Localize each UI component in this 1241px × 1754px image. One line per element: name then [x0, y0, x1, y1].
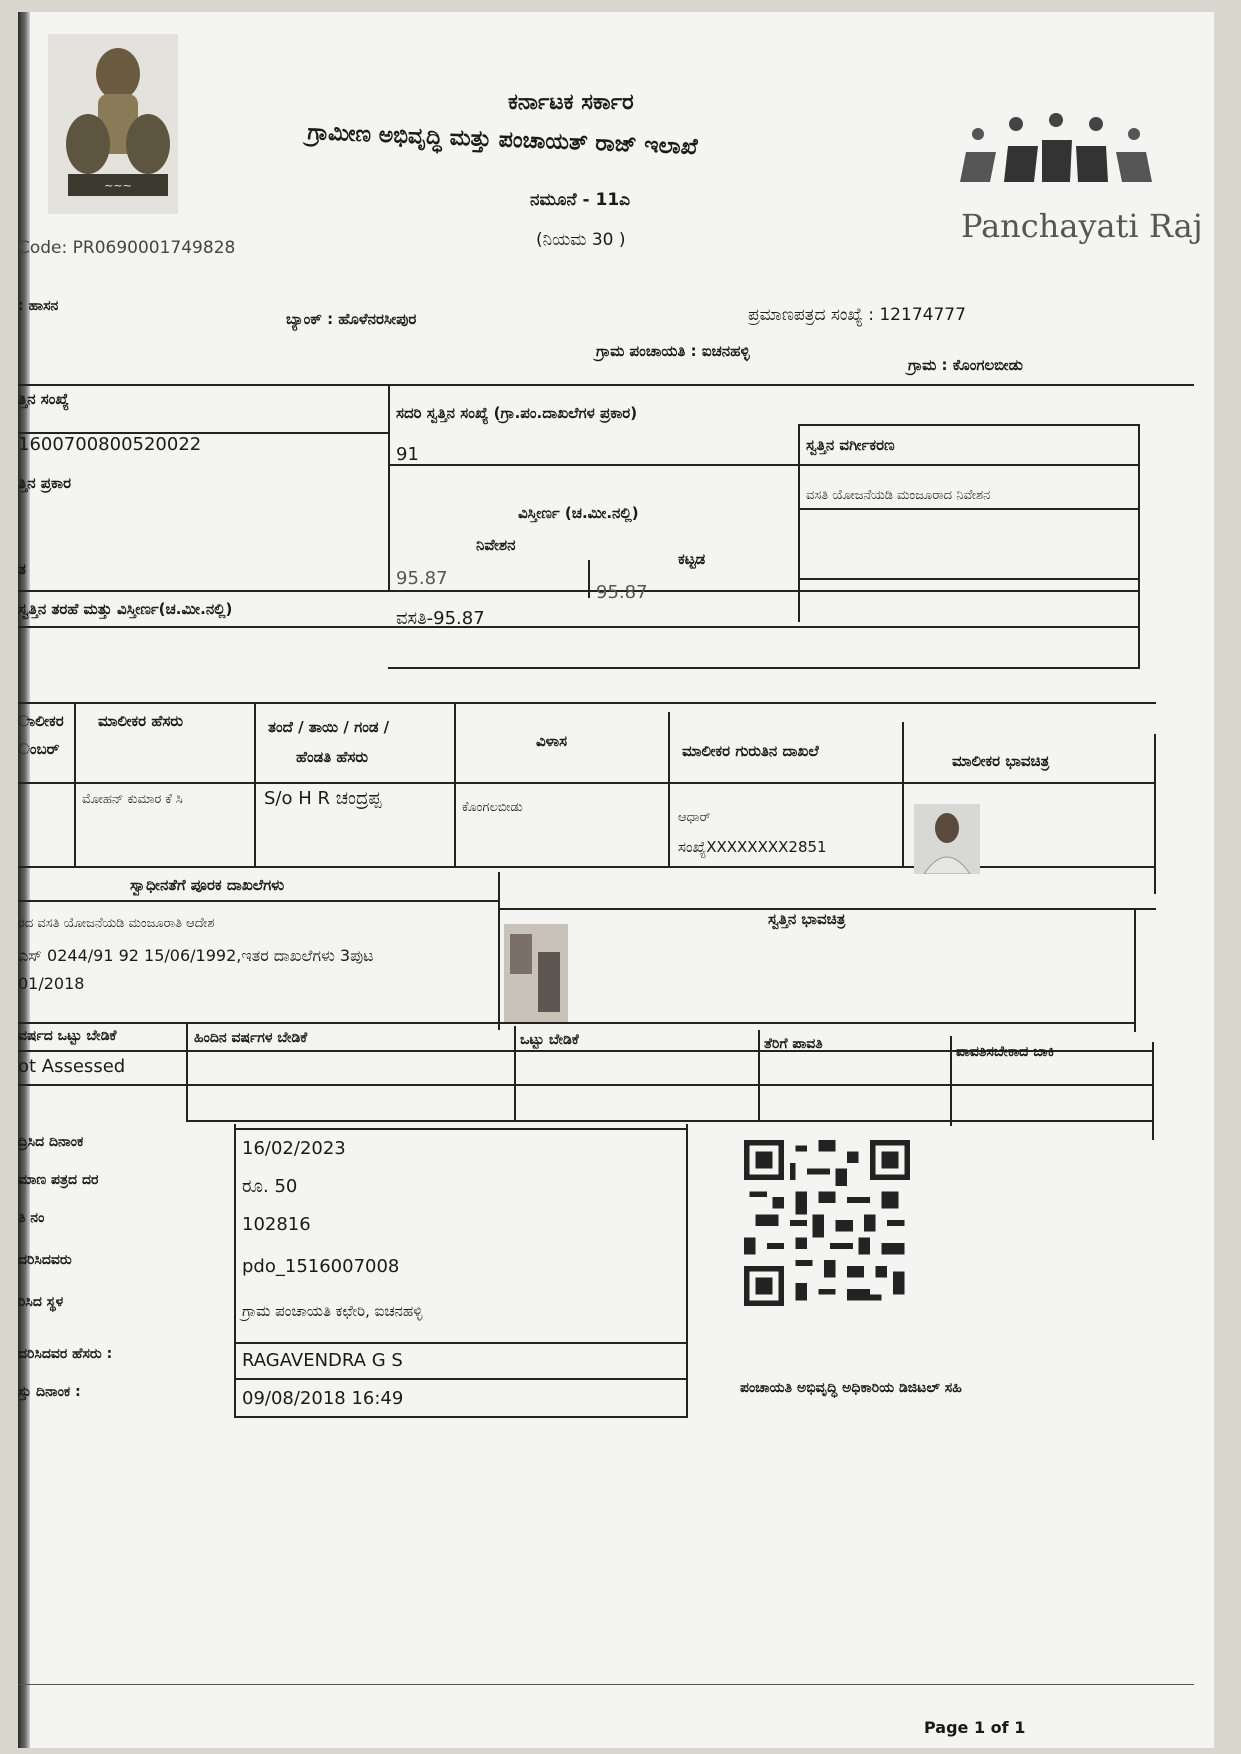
- rule-line: [950, 1036, 952, 1126]
- property-type-label: ತ್ತಿನ ಪ್ರಕಾರ: [18, 474, 72, 492]
- issue-value-receipt: 102816: [242, 1214, 311, 1235]
- rule-line: [798, 424, 1138, 426]
- usage-label: ಸ್ವತ್ತಿನ ತರಹೆ ಮತ್ತು ವಿಸ್ತೀರ್ಣ(ಚ.ಮೀ.ನಲ್ಲಿ): [18, 600, 233, 618]
- qr-code-icon: [744, 1140, 910, 1306]
- rule-line: [798, 578, 1138, 580]
- rule-line: [388, 384, 390, 592]
- issue-label-issuer: ದರಿಸಿದವರು: [18, 1252, 72, 1268]
- rule-line: [18, 702, 1156, 704]
- documents-line-3: 01/2018: [18, 974, 85, 993]
- page-shadow: [18, 12, 30, 1748]
- site-label: ನಿವೇಶನ: [476, 536, 516, 554]
- owner-parent-header-2: ಹೆಂಡತಿ ಹೆಸರು: [296, 748, 369, 766]
- rule-line: [18, 626, 1138, 628]
- rule-line: [1154, 734, 1156, 894]
- issue-label-receipt: ತಿ ನಂ: [18, 1210, 45, 1226]
- rule-line: [186, 1022, 188, 1122]
- owner-no-header: ಾಲೀಕರ: [18, 712, 64, 730]
- district-label: : ಹಾಸನ: [18, 298, 59, 314]
- rule-line: [234, 1342, 686, 1344]
- rule-line: [686, 1124, 688, 1418]
- rule-line: [388, 464, 1138, 466]
- rule-line: [798, 424, 800, 622]
- rule-line: [18, 384, 1194, 386]
- department-title: ಗ್ರಾಮೀಣ ಅಭಿವೃದ್ಧಿ ಮತ್ತು ಪಂಚಾಯತ್ ರಾಜ್ ಇಲಾಖೆ: [307, 120, 698, 160]
- issue-value-name: RAGAVENDRA G S: [242, 1350, 403, 1371]
- issue-value-place: ಗ್ರಾಮ ಪಂಚಾಯತಿ ಕಛೇರಿ, ಐಚನಹಳ್ಳಿ: [242, 1302, 423, 1320]
- issue-label-date: ದ್ರಿಸಿದ ದಿನಾಂಕ: [18, 1134, 84, 1150]
- rule-line: [388, 667, 1138, 669]
- owner-photo: [914, 804, 980, 874]
- rule-line: [514, 1026, 516, 1122]
- issue-label-datetime: ಸ್ತು ದಿನಾಂಕ :: [18, 1384, 81, 1400]
- form-number: ನಮೂನೆ - 11ಎ: [530, 190, 631, 210]
- village: ಗ್ರಾಮ : ಕೊಂಗಲಬೀಡು: [908, 356, 1023, 374]
- issue-label-fee: ಮಾಣ ಪತ್ರದ ದರ: [18, 1172, 99, 1188]
- karnataka-emblem-icon: [48, 34, 178, 214]
- rule-line: [74, 702, 76, 866]
- rule-line: [18, 1684, 1194, 1685]
- balance-header: ಪಾವತಿಸಬೇಕಾದ ಬಾಕಿ: [956, 1044, 1055, 1060]
- owner-id-header: ಮಾಲೀಕರ ಗುರುತಿನ ದಾಖಲೆ: [682, 742, 819, 760]
- bank-label: ಬ್ಯಾಂಕ್ : ಹೊಳೆನರಸೀಪುರ: [286, 310, 417, 328]
- tax-status: ot Assessed: [18, 1056, 126, 1077]
- rule-line: [234, 1378, 686, 1380]
- documents-line-2: ಎಸ್ 0244/91 92 15/06/1992,ಇತರ ದಾಖಲೆಗಳು 3ಪುಟ: [18, 946, 374, 965]
- rule-line: [1134, 908, 1136, 1032]
- rule-line: [798, 508, 1138, 510]
- rule-line: [758, 1030, 760, 1122]
- gram-panchayat: ಗ್ರಾಮ ಪಂಚಾಯತಿ : ಐಚನಹಳ್ಳಿ: [596, 342, 750, 360]
- rule-line: [454, 702, 456, 866]
- rule-number: (ನಿಯಮ 30 ): [536, 230, 626, 250]
- rule-line: [18, 1084, 1154, 1086]
- area-label: ವಿಸ್ತೀರ್ಣ (ಚ.ಮೀ.ನಲ್ಲಿ): [518, 504, 639, 522]
- usage-value: ವಸತಿ-95.87: [396, 608, 485, 629]
- owner-parent-header: ತಂದೆ / ತಾಯಿ / ಗಂಡ /: [268, 718, 390, 736]
- property-id-value: 1600700800520022: [18, 434, 202, 455]
- page-number: Page 1 of 1: [924, 1718, 1026, 1737]
- owner-id-number: ಸಂಖ್ಯೆXXXXXXXX2851: [678, 838, 827, 856]
- property-class-label: ಸ್ವತ್ತಿನ ವರ್ಗೀಕರಣ: [806, 436, 895, 454]
- row-label: ತ: [18, 560, 26, 578]
- issue-value-datetime: 09/08/2018 16:49: [242, 1388, 404, 1409]
- svg-text:~~~: ~~~: [104, 179, 132, 192]
- owner-address: ಕೊಂಗಲಬೀಡು: [462, 800, 523, 815]
- property-id-label: ತ್ತಿನ ಸಂಖ್ಯೆ: [18, 390, 69, 408]
- property-photo: [504, 924, 568, 1022]
- issue-value-fee: ರೂ. 50: [242, 1176, 298, 1197]
- prev-demand-header: ಹಿಂದಿನ ವರ್ಷಗಳ ಬೇಡಿಕೆ: [194, 1030, 308, 1046]
- property-photo-label: ಸ್ವತ್ತಿನ ಭಾವಚಿತ್ರ: [768, 910, 846, 928]
- building-area-value: 95.87: [596, 582, 648, 603]
- property-ref-label: ಸದರಿ ಸ್ವತ್ತಿನ ಸಂಖ್ಯೆ (ಗ್ರಾ.ಪಂ.ದಾಖಲೆಗಳ ಪ್ರಕಾರ): [396, 404, 638, 422]
- issue-value-issuer: pdo_1516007008: [242, 1256, 400, 1277]
- documents-line-1: ರದ ವಸತಿ ಯೋಜನೆಯಡಿ ಮಂಜೂರಾತಿ ಆದೇಶ: [18, 916, 215, 931]
- owner-parent: S/o H R ಚಂದ್ರಪ್ಪ: [264, 788, 382, 809]
- owner-no-header-2: ಂಬರ್: [18, 740, 60, 758]
- certificate-number: ಪ್ರಮಾಣಪತ್ರದ ಸಂಖ್ಯೆ : 12174777: [748, 305, 966, 325]
- digital-signature-label: ಪಂಚಾಯತಿ ಅಭಿವೃದ್ಧಿ ಅಧಿಕಾರಿಯ ಡಿಜಿಟಲ್ ಸಹಿ: [740, 1380, 962, 1396]
- rule-line: [18, 782, 1156, 784]
- document-page: [18, 12, 1214, 1748]
- property-ref-value: 91: [396, 444, 419, 465]
- rule-line: [668, 712, 670, 866]
- tax-paid-header: ತೆರಿಗೆ ಪಾವತಿ: [764, 1036, 823, 1052]
- rule-line: [18, 866, 1156, 868]
- state-govt-title: ಕರ್ನಾಟಕ ಸರ್ಕಾರ: [508, 90, 634, 115]
- rule-line: [1138, 424, 1140, 669]
- rule-line: [1152, 1042, 1154, 1140]
- pr-code: Code: PR0690001749828: [18, 238, 236, 258]
- rule-line: [498, 872, 500, 1030]
- panchayati-raj-logo-icon: [956, 112, 1156, 204]
- building-label: ಕಟ್ಟಡ: [678, 550, 706, 568]
- rule-line: [902, 722, 904, 866]
- property-class-value: ವಸತಿ ಯೋಜನೆಯಡಿ ಮಂಜೂರಾದ ನಿವೇಶನ: [806, 488, 991, 503]
- rule-line: [588, 560, 590, 598]
- rule-line: [234, 1128, 686, 1130]
- year-demand-header: ವರ್ಷದ ಒಟ್ಟು ಬೇಡಿಕೆ: [18, 1028, 117, 1044]
- site-area-value: 95.87: [396, 568, 448, 589]
- issue-label-name: ದರಿಸಿದವರ ಹೆಸರು :: [18, 1346, 113, 1362]
- owner-address-header: ವಿಳಾಸ: [536, 732, 568, 750]
- rule-line: [188, 1120, 1154, 1122]
- total-demand-header: ಒಟ್ಟು ಬೇಡಿಕೆ: [520, 1032, 579, 1048]
- rule-line: [18, 900, 498, 902]
- owner-photo-header: ಮಾಲೀಕರ ಭಾವಚಿತ್ರ: [952, 752, 1050, 770]
- rule-line: [234, 1416, 686, 1418]
- issue-label-place: ರಿಸಿದ ಸ್ಥಳ: [18, 1294, 64, 1310]
- documents-label: ಸ್ವಾಧೀನತೆಗೆ ಪೂರಕ ದಾಖಲೆಗಳು: [130, 876, 285, 894]
- rule-line: [234, 1124, 236, 1418]
- rule-line: [254, 702, 256, 866]
- owner-id-doc: ಆಧಾರ್: [678, 810, 711, 825]
- owner-name: ಮೋಹನ್ ಕುಮಾರ ಕೆ ಸಿ: [82, 792, 183, 807]
- panchayati-raj-logo-text: Panchayati Raj: [961, 207, 1203, 245]
- rule-line: [18, 590, 1138, 592]
- issue-value-date: 16/02/2023: [242, 1138, 346, 1159]
- owner-name-header: ಮಾಲೀಕರ ಹೆಸರು: [98, 712, 184, 730]
